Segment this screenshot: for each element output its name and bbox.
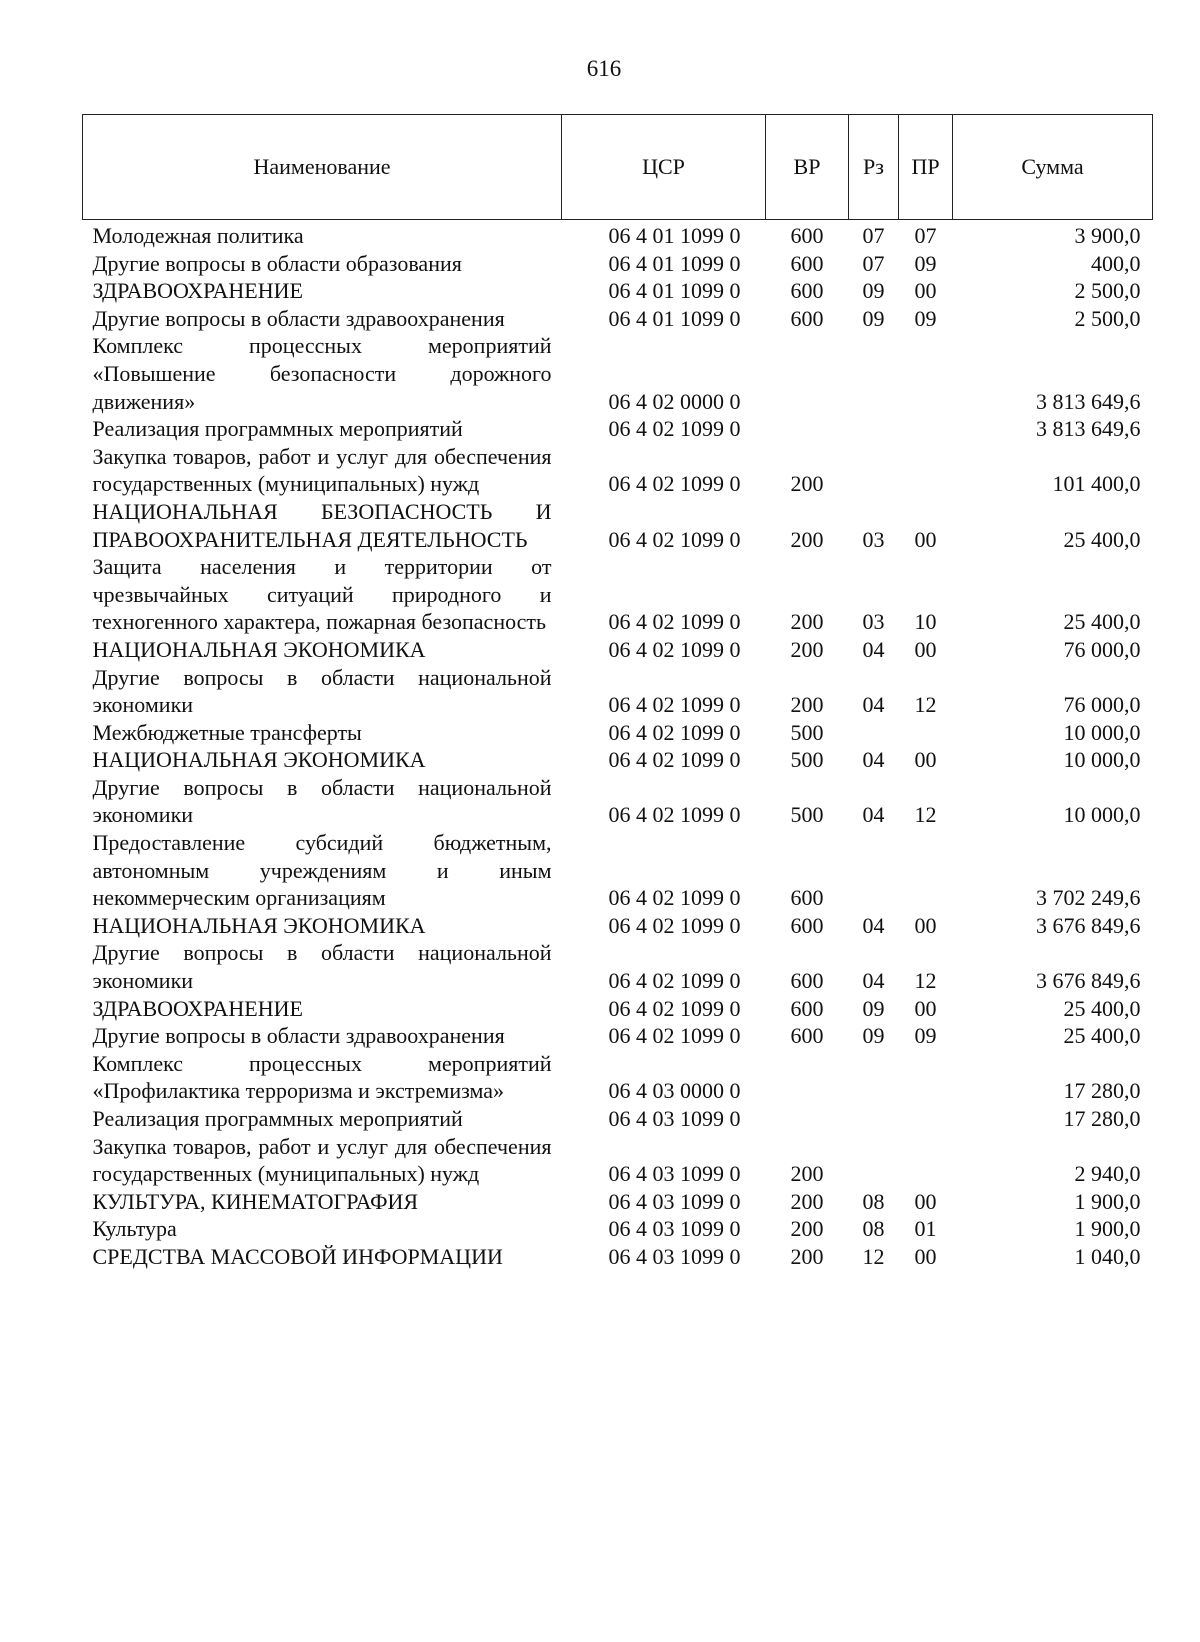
row-vr: 600 [790, 995, 824, 1021]
row-rz [849, 332, 899, 415]
row-rz: 04 [862, 636, 885, 662]
table-row [83, 1105, 1153, 1133]
table-row [83, 774, 1153, 829]
row-pr: 00 [914, 995, 937, 1021]
row-pr [899, 829, 953, 912]
row-csr: 06 4 03 1099 0 [608, 1188, 741, 1214]
row-sum: 400,0 [1091, 250, 1141, 276]
table-row [83, 250, 1153, 278]
header-name: Наименование [83, 115, 562, 220]
row-vr: 600 [790, 968, 824, 994]
row-name: Другие вопросы в области национальной экономики [92, 774, 552, 828]
row-name: Комплекс процессных мероприятий «Профилактика терроризма и экстремизма» [92, 1050, 552, 1104]
header-sum: Сумма [953, 115, 1153, 220]
row-name: Предоставление субсидий бюджетным, автономным учреждениям и иным некоммерческим организациям [92, 830, 552, 911]
row-name: Другие вопросы в области национальной экономики [92, 940, 552, 994]
row-csr: 06 4 03 1099 0 [608, 1106, 741, 1131]
table-row [83, 939, 1153, 994]
row-pr [899, 1133, 953, 1188]
row-rz [849, 1050, 899, 1105]
row-vr: 600 [790, 278, 824, 304]
row-sum: 25 400,0 [1063, 526, 1141, 552]
row-rz [849, 719, 899, 747]
row-vr: 600 [790, 250, 824, 276]
row-vr: 200 [790, 692, 824, 718]
table-row [83, 553, 1153, 636]
row-csr: 06 4 01 1099 0 [608, 250, 741, 276]
row-rz: 04 [862, 692, 885, 718]
row-name: Реализация программных мероприятий [92, 1106, 463, 1131]
row-rz: 03 [862, 609, 885, 635]
row-csr: 06 4 02 1099 0 [608, 912, 741, 938]
row-csr: 06 4 02 1099 0 [608, 471, 741, 497]
row-csr: 06 4 01 1099 0 [608, 278, 741, 304]
row-vr: 600 [790, 1023, 824, 1049]
table-row [83, 1215, 1153, 1243]
row-csr: 06 4 02 1099 0 [608, 802, 741, 828]
row-sum: 2 500,0 [1074, 278, 1141, 304]
row-rz [849, 829, 899, 912]
row-vr: 200 [790, 1243, 824, 1269]
row-rz: 08 [862, 1188, 885, 1214]
row-sum: 3 900,0 [1074, 223, 1141, 248]
row-vr: 200 [790, 471, 824, 497]
row-sum: 1 040,0 [1074, 1243, 1141, 1269]
row-rz: 03 [862, 526, 885, 552]
row-rz: 04 [862, 912, 885, 938]
row-pr: 07 [914, 223, 937, 248]
header-pr: ПР [899, 115, 953, 220]
row-rz: 07 [862, 223, 885, 248]
row-rz: 09 [862, 995, 885, 1021]
row-vr: 600 [790, 912, 824, 938]
row-sum: 2 500,0 [1074, 305, 1141, 331]
row-sum: 3 676 849,6 [1036, 968, 1141, 994]
table-row [83, 1243, 1153, 1271]
row-name: Другие вопросы в области национальной экономики [92, 664, 552, 718]
row-pr: 12 [914, 802, 937, 828]
row-vr [766, 332, 849, 415]
row-csr: 06 4 02 1099 0 [608, 636, 741, 662]
table-body [83, 220, 1153, 1271]
header-vr: ВР [766, 115, 849, 220]
row-rz: 09 [862, 278, 885, 304]
table-row [83, 415, 1153, 443]
row-name: ЗДРАВООХРАНЕНИЕ [92, 995, 303, 1021]
row-sum: 3 702 249,6 [1036, 885, 1141, 911]
row-csr: 06 4 01 1099 0 [608, 305, 741, 331]
table-row [83, 305, 1153, 333]
row-sum: 76 000,0 [1063, 692, 1141, 718]
row-name: НАЦИОНАЛЬНАЯ ЭКОНОМИКА [92, 747, 426, 773]
row-pr: 00 [914, 278, 937, 304]
row-sum: 1 900,0 [1074, 1216, 1141, 1242]
row-vr [766, 415, 849, 443]
row-name: Другие вопросы в области здравоохранения [92, 1023, 505, 1049]
row-sum: 25 400,0 [1063, 1023, 1141, 1049]
row-name: НАЦИОНАЛЬНАЯ ЭКОНОМИКА [92, 636, 426, 662]
row-csr: 06 4 03 1099 0 [608, 1161, 741, 1187]
table-row [83, 1050, 1153, 1105]
page-number: 616 [586, 56, 622, 81]
row-pr [899, 415, 953, 443]
row-csr: 06 4 02 1099 0 [608, 416, 741, 442]
row-csr: 06 4 02 1099 0 [608, 719, 741, 745]
table-row [83, 746, 1153, 774]
row-pr [899, 332, 953, 415]
table-row [83, 636, 1153, 664]
row-rz: 09 [862, 1023, 885, 1049]
row-pr: 09 [914, 305, 937, 331]
row-name: Межбюджетные трансферты [92, 719, 362, 745]
row-pr: 09 [914, 1023, 937, 1049]
row-pr: 00 [914, 912, 937, 938]
row-rz [849, 1105, 899, 1133]
row-vr: 600 [790, 305, 824, 331]
row-vr [766, 1105, 849, 1133]
row-sum: 10 000,0 [1063, 747, 1141, 773]
row-sum: 25 400,0 [1063, 995, 1141, 1021]
row-rz: 09 [862, 305, 885, 331]
row-sum: 3 813 649,6 [1036, 416, 1141, 442]
row-csr: 06 4 02 1099 0 [608, 1023, 741, 1049]
table-row [83, 995, 1153, 1023]
row-pr: 00 [914, 636, 937, 662]
table-row [83, 277, 1153, 305]
row-pr [899, 1105, 953, 1133]
table-row [83, 912, 1153, 940]
row-csr: 06 4 01 1099 0 [608, 223, 741, 248]
row-name: Комплекс процессных мероприятий «Повышение безопасности дорожного движения» [92, 333, 552, 414]
row-vr: 200 [790, 1216, 824, 1242]
row-rz: 07 [862, 250, 885, 276]
row-rz [849, 1133, 899, 1188]
row-name: НАЦИОНАЛЬНАЯ ЭКОНОМИКА [92, 912, 426, 938]
row-pr: 00 [914, 1188, 937, 1214]
row-name: Закупка товаров, работ и услуг для обеспечения государственных (муниципальных) нужд [92, 443, 552, 497]
row-pr [899, 443, 953, 498]
table-row [83, 220, 1153, 250]
budget-table [82, 114, 1153, 1271]
row-name: Молодежная политика [92, 223, 304, 248]
row-sum: 10 000,0 [1063, 719, 1141, 745]
row-csr: 06 4 02 1099 0 [608, 968, 741, 994]
row-csr: 06 4 02 0000 0 [608, 388, 741, 414]
table-row [83, 829, 1153, 912]
row-vr: 600 [790, 223, 824, 248]
row-vr [766, 1050, 849, 1105]
row-pr: 01 [914, 1216, 937, 1242]
row-sum: 10 000,0 [1063, 802, 1141, 828]
row-pr: 12 [914, 692, 937, 718]
table-row [83, 664, 1153, 719]
row-name: Закупка товаров, работ и услуг для обеспечения государственных (муниципальных) нужд [92, 1133, 552, 1187]
row-rz: 08 [862, 1216, 885, 1242]
row-rz [849, 443, 899, 498]
row-pr: 00 [914, 526, 937, 552]
row-name: Другие вопросы в области образования [92, 250, 462, 276]
row-vr: 500 [790, 747, 824, 773]
row-sum: 76 000,0 [1063, 636, 1141, 662]
row-csr: 06 4 02 1099 0 [608, 526, 741, 552]
row-pr [899, 719, 953, 747]
table-row [83, 498, 1153, 553]
row-name: Реализация программных мероприятий [92, 416, 463, 442]
row-sum: 25 400,0 [1063, 609, 1141, 635]
row-vr: 600 [790, 885, 824, 911]
row-pr: 10 [914, 609, 937, 635]
table-row [83, 332, 1153, 415]
row-rz [849, 415, 899, 443]
row-name: НАЦИОНАЛЬНАЯ БЕЗОПАСНОСТЬ И ПРАВООХРАНИТЕЛЬНАЯ ДЕЯТЕЛЬНОСТЬ [92, 498, 552, 552]
row-sum: 101 400,0 [1052, 471, 1141, 497]
row-csr: 06 4 02 1099 0 [608, 609, 741, 635]
row-csr: 06 4 02 1099 0 [608, 885, 741, 911]
table-row [83, 1022, 1153, 1050]
row-vr: 500 [790, 802, 824, 828]
header-csr: ЦСР [562, 115, 766, 220]
table-row [83, 443, 1153, 498]
row-name: СРЕДСТВА МАССОВОЙ ИНФОРМАЦИИ [92, 1243, 503, 1269]
row-rz: 04 [862, 747, 885, 773]
table-row [83, 1188, 1153, 1216]
row-name: ЗДРАВООХРАНЕНИЕ [92, 278, 303, 304]
row-sum: 1 900,0 [1074, 1188, 1141, 1214]
row-rz: 04 [862, 802, 885, 828]
row-vr: 200 [790, 1161, 824, 1187]
row-vr: 200 [790, 1188, 824, 1214]
row-csr: 06 4 03 1099 0 [608, 1243, 741, 1269]
row-vr: 200 [790, 636, 824, 662]
row-csr: 06 4 02 1099 0 [608, 747, 741, 773]
row-csr: 06 4 03 1099 0 [608, 1216, 741, 1242]
row-name: Защита населения и территории от чрезвычайных ситуаций природного и техногенного характера, пожарная безопасность [92, 554, 552, 635]
row-sum: 17 280,0 [1063, 1106, 1141, 1131]
table-header-row [83, 115, 1153, 220]
row-sum: 3 676 849,6 [1036, 912, 1141, 938]
row-vr: 200 [790, 526, 824, 552]
table-row [83, 719, 1153, 747]
header-rz: Рз [849, 115, 899, 220]
row-pr [899, 1050, 953, 1105]
row-csr: 06 4 02 1099 0 [608, 692, 741, 718]
row-csr: 06 4 02 1099 0 [608, 995, 741, 1021]
row-csr: 06 4 03 0000 0 [608, 1078, 741, 1104]
row-rz: 04 [862, 968, 885, 994]
row-pr: 00 [914, 1243, 937, 1269]
row-vr: 200 [790, 609, 824, 635]
row-rz: 12 [862, 1243, 885, 1269]
row-sum: 17 280,0 [1063, 1078, 1141, 1104]
row-pr: 12 [914, 968, 937, 994]
row-vr: 500 [790, 719, 824, 745]
row-pr: 00 [914, 747, 937, 773]
row-name: КУЛЬТУРА, КИНЕМАТОГРАФИЯ [92, 1188, 419, 1214]
row-sum: 2 940,0 [1074, 1161, 1141, 1187]
row-sum: 3 813 649,6 [1036, 388, 1141, 414]
row-pr: 09 [914, 250, 937, 276]
row-name: Другие вопросы в области здравоохранения [92, 305, 505, 331]
table-row [83, 1133, 1153, 1188]
row-name: Культура [92, 1216, 177, 1242]
